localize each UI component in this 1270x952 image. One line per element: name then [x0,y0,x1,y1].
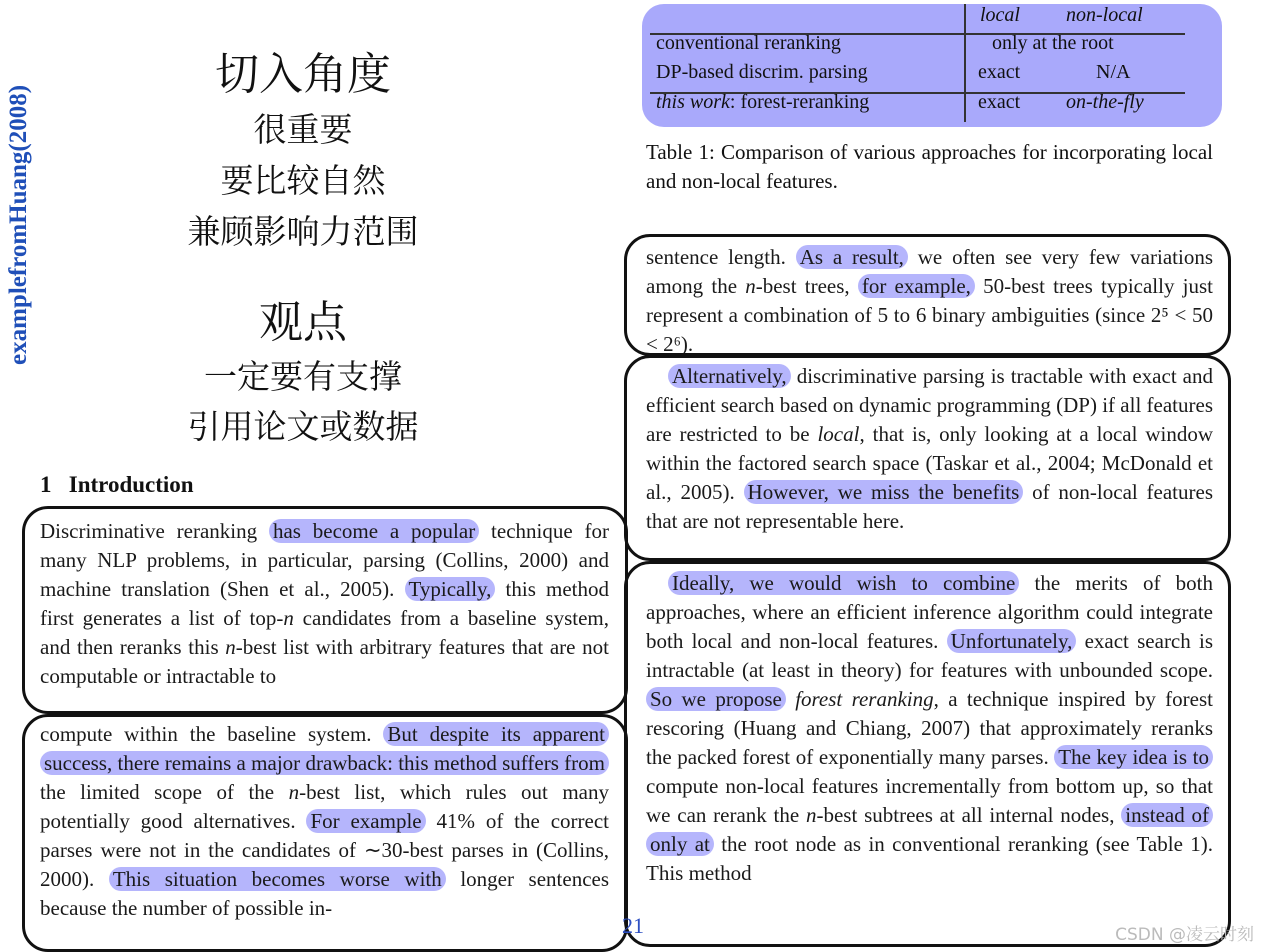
notes-point-3: 兼顾影响力范围 [187,212,419,251]
highlight: The key idea is to [1054,745,1213,769]
watermark: CSDN @凌云时刻 [1115,925,1254,945]
table-cell-method-emphasis: this work [656,91,730,113]
text-run: the merits of both approaches, where an efficient inference algorithm could integrate both local and non-local features. [646,571,1213,653]
notes-point-4: 一定要有支撑 [204,357,402,396]
highlight: For example [306,809,425,833]
emphasis: local [817,422,860,446]
highlight: So we propose [646,687,786,711]
table-cell-method: DP-based discrim. parsing [656,61,868,83]
text-run: the root node as in conventional reranking (see Table 1). This method [646,832,1213,885]
table-cell-nonlocal: on-the-fly [1066,91,1144,113]
side-label: examplefromHuang(2008) [5,84,32,365]
highlight: As a result, [796,245,908,269]
highlight: This situation becomes worse with [109,867,446,891]
text-run: Discriminative reranking [40,519,269,543]
annotation-box [624,355,1231,561]
notes-point-2: 要比较自然 [220,161,386,200]
notes-heading-1: 切入角度 [215,49,391,100]
text-run: this method first generates a list of top- [40,577,609,630]
highlight: Alternatively, [668,364,791,388]
notes-heading-2: 观点 [259,297,347,348]
highlight: Unfortunately, [947,629,1077,653]
table-cell-method: conventional reranking [656,32,841,54]
annotation-box [22,506,628,714]
highlight: for example, [858,274,975,298]
section-number: 1 [40,472,52,497]
text-run: , a technique inspired by forest rescoring (Huang and Chiang, 2007) that approximately reranks the packed forest of exponentially many parses. [646,687,1213,769]
table-cell-method [656,91,869,114]
text-run: we often see very few variations among the [646,245,1213,298]
highlight: But despite its apparent success, there remains a major drawback: this method suffers from [40,722,609,775]
table-cell-local: exact [978,91,1021,113]
section-heading [40,472,194,498]
page-number: 21 [622,913,644,938]
math-var: n [805,803,817,827]
highlight: However, we miss the benefits [744,480,1024,504]
text-run: -best list, which rules out many potentially good alternatives. [40,780,609,833]
highlight: Typically, [405,577,496,601]
highlight: instead of only at [646,803,1213,856]
text-run: the limited scope of the [40,780,289,804]
highlight: Ideally, we would wish to combine [668,571,1019,595]
comparison-table [642,4,1222,127]
table-header-local: local [980,4,1020,26]
text-run: compute non-local features incrementally from bottom up, so that we can rerank the [646,774,1213,827]
math-var: n [745,274,756,298]
annotation-box [624,561,1231,947]
text-run: -best trees, [755,274,858,298]
table-divider [964,4,966,122]
section-title: Introduction [68,472,194,497]
text-run: discriminative parsing is tractable with exact and efficient search based on dynamic programming (DP) if all features are restricted to be [646,364,1213,446]
highlight: has become a popular [269,519,479,543]
text-run: compute within the baseline system. [40,722,384,746]
table-cell-local: exact [978,61,1021,83]
text-run: exact search is intractable (at least in theory) for features with unbounded scope. [646,629,1213,682]
text-run: -best list with arbitrary features that are not computable or intractable to [40,635,609,688]
annotation-box [624,234,1231,356]
text-run: , that is, only looking at a local window within the factored search space (Taskar et al., 2004; McDonald et al., 2005). [646,422,1213,504]
text-run: of non-local features that are not representable here. [646,480,1213,533]
annotation-box [22,714,628,952]
math-var: n [225,635,236,659]
text-run: 41% of the correct parses were not in the candidates of ∼30-best parses in (Collins, 2000). [40,809,609,891]
table-cell-nonlocal: only at the root [992,32,1114,54]
math-var: n [288,780,300,804]
text-run: -best subtrees at all internal nodes, [816,803,1122,827]
text-run: sentence length. [646,245,796,269]
text-run: 50-best trees typically just represent a combination of 5 to 6 binary ambiguities (since 2⁵ < 50 < 2⁶). [646,274,1213,355]
text-run: candidates from a baseline system, and then reranks this [40,606,609,659]
table-cell-method-rest: : forest-reranking [729,91,870,113]
math-var: n [283,606,294,630]
table-caption: Table 1: Comparison of various approaches for incorporating local and non-local features. [646,140,1213,193]
text-run: technique for many NLP problems, in particular, parsing (Collins, 2000) and machine translation (Shen et al., 2005). [40,519,609,601]
notes-point-1: 很重要 [253,110,353,149]
notes-point-5: 引用论文或数据 [187,407,419,446]
emphasis: forest reranking [795,687,934,711]
text-run: longer sentences because the number of possible in- [40,867,609,920]
table-header-nonlocal: non-local [1066,4,1143,26]
table-cell-nonlocal: N/A [1096,61,1131,83]
